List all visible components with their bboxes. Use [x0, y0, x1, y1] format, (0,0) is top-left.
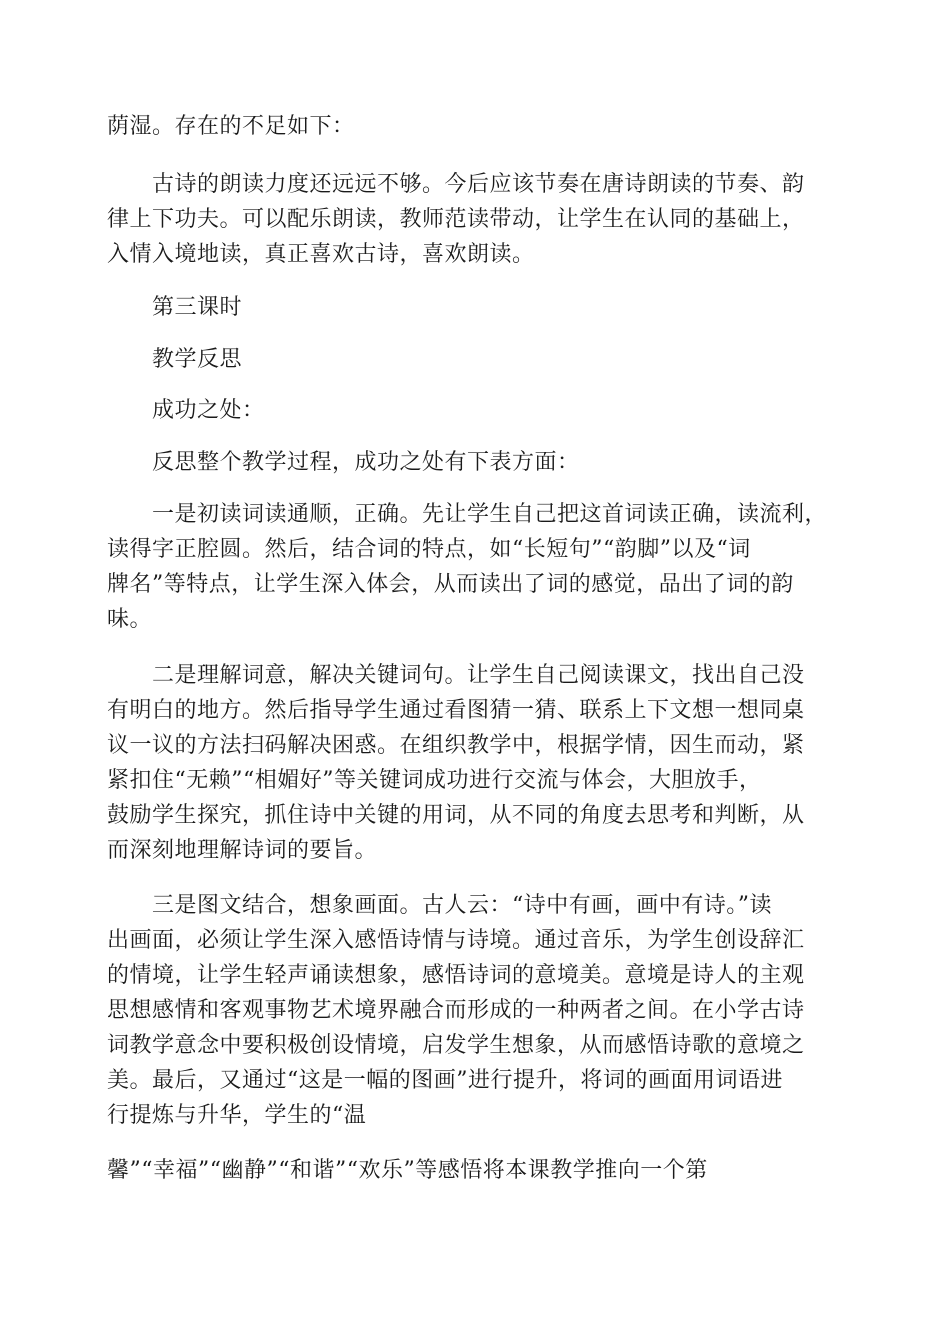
text-line: 词教学意念中要积极创设情境，启发学生想象，从而感悟诗歌的意境之 — [107, 1033, 805, 1058]
text-line: 二是理解词意，解决关键词句。让学生自己阅读课文，找出自己没 — [152, 663, 805, 688]
text-line: 行提炼与升华，学生的“温 — [107, 1103, 367, 1128]
text-line: 律上下功夫。可以配乐朗读，教师范读带动，让学生在认同的基础上， — [107, 207, 805, 232]
text-line: 紧扣住“无赖”“相媚好”等关键词成功进行交流与体会，大胆放手， — [107, 768, 762, 793]
text-line: 三是图文结合，想象画面。古人云：“诗中有画，画中有诗。”读 — [152, 893, 772, 918]
text-line: 一是初读词读通顺，正确。先让学生自己把这首词读正确，读流利， — [152, 502, 828, 527]
text-line: 的情境，让学生轻声诵读想象，感悟诗词的意境美。意境是诗人的主观 — [107, 963, 805, 988]
text-line: 入情入境地读，真正喜欢古诗，喜欢朗读。 — [107, 242, 535, 267]
text-line: 馨”“幸福”“幽静”“和谐”“欢乐”等感悟将本课教学推向一个第 — [107, 1158, 708, 1183]
text-line: 思想感情和客观事物艺术境界融合而形成的一种两者之间。在小学古诗 — [107, 998, 805, 1023]
text-line: 有明白的地方。然后指导学生通过看图猜一猜、联系上下文想一想同桌 — [107, 698, 805, 723]
text-line: 味。 — [107, 607, 153, 632]
text-line: 反思整个教学过程，成功之处有下表方面： — [152, 450, 580, 475]
text-line: 牌名”等特点，让学生深入体会，从而读出了词的感觉，品出了词的韵 — [107, 572, 794, 597]
section-heading: 成功之处： — [152, 398, 265, 423]
text-line: 鼓励学生探究，抓住诗中关键的用词，从不同的角度去思考和判断，从 — [107, 803, 805, 828]
text-line: 出画面，必须让学生深入感悟诗情与诗境。通过音乐，为学生创设辞汇 — [107, 928, 805, 953]
text-line: 古诗的朗读力度还远远不够。今后应该节奏在唐诗朗读的节奏、韵 — [152, 172, 805, 197]
section-heading: 教学反思 — [152, 347, 243, 372]
text-line: 美。最后，又通过“这是一幅的图画”进行提升，将词的画面用词语进 — [107, 1068, 783, 1093]
text-line: 而深刻地理解诗词的要旨。 — [107, 838, 378, 863]
text-line: 读得字正腔圆。然后，结合词的特点，如“长短句”“韵脚”以及“词 — [107, 537, 751, 562]
text-line: 议一议的方法扫码解决困惑。在组织教学中，根据学情，因生而动，紧 — [107, 733, 805, 758]
text-line: 荫湿。存在的不足如下： — [107, 114, 355, 139]
section-heading: 第三课时 — [152, 295, 243, 320]
